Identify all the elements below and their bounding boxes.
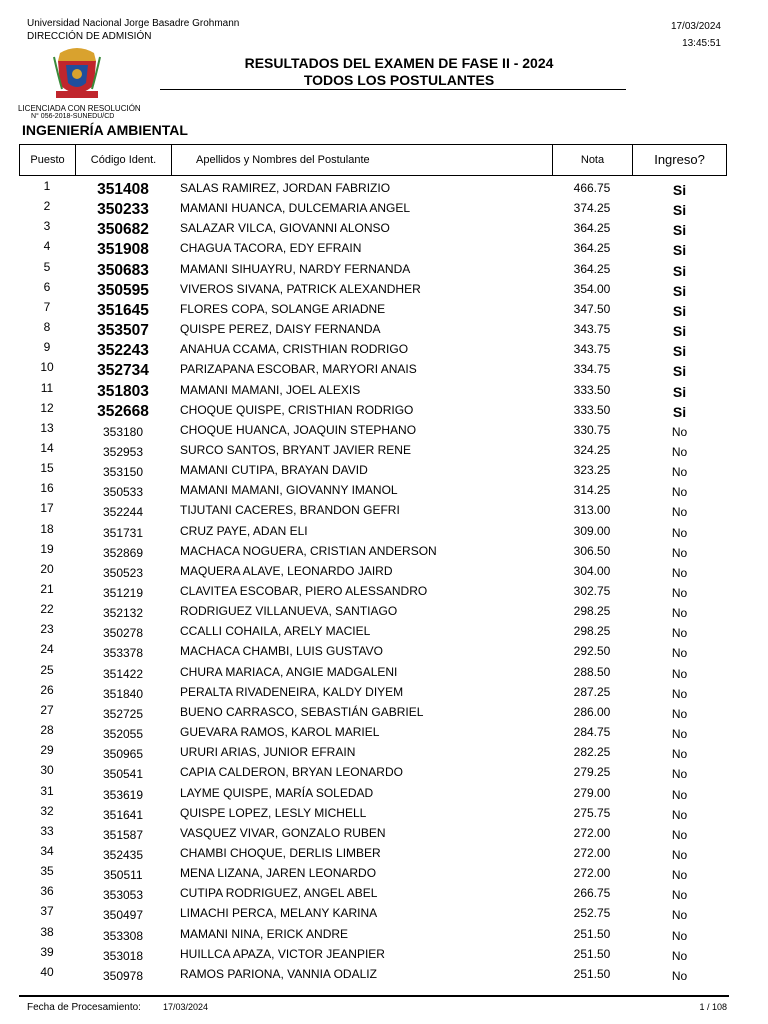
cell-rank: 14 xyxy=(40,440,54,455)
cell-score: 275.75 xyxy=(573,805,611,820)
table-row xyxy=(0,742,768,762)
table-row xyxy=(0,863,768,883)
table-row xyxy=(0,299,768,319)
cell-name: RODRIGUEZ VILLANUEVA, SANTIAGO xyxy=(180,604,398,619)
cell-code: 351645 xyxy=(97,301,149,319)
cell-code: 351840 xyxy=(102,686,144,701)
cell-name: BUENO CARRASCO, SEBASTIÁN GABRIEL xyxy=(180,704,424,719)
table-row xyxy=(0,783,768,803)
table-row xyxy=(0,178,768,198)
cell-code: 353150 xyxy=(102,465,144,480)
cell-rank: 24 xyxy=(40,642,54,657)
cell-score: 364.25 xyxy=(573,221,611,236)
table-row xyxy=(0,924,768,944)
table-row xyxy=(0,420,768,440)
cell-rank: 27 xyxy=(40,702,54,717)
cell-admitted: No xyxy=(671,767,688,782)
cell-admitted: No xyxy=(671,928,688,943)
cell-admitted: Si xyxy=(672,302,687,319)
cell-name: LIMACHI PERCA, MELANY KARINA xyxy=(180,906,378,921)
cell-rank: 32 xyxy=(40,803,54,818)
cell-score: 347.50 xyxy=(573,301,611,316)
department-name: DIRECCIÓN DE ADMISIÓN xyxy=(27,31,152,42)
cell-admitted: No xyxy=(671,747,688,762)
cell-score: 309.00 xyxy=(573,523,611,538)
license-resolution: N° 056-2018-SUNEDU/CD xyxy=(31,113,115,120)
table-row xyxy=(0,581,768,601)
table-row xyxy=(0,823,768,843)
cell-admitted: Si xyxy=(672,202,687,219)
cell-code: 352668 xyxy=(97,402,149,420)
cell-score: 287.25 xyxy=(573,684,611,699)
cell-score: 292.50 xyxy=(573,644,611,659)
cell-rank: 7 xyxy=(43,299,51,314)
table-row xyxy=(0,662,768,682)
cell-code: 352243 xyxy=(97,342,149,360)
cell-rank: 12 xyxy=(40,400,54,415)
cell-score: 364.25 xyxy=(573,241,611,256)
cell-score: 288.50 xyxy=(573,664,611,679)
cell-score: 266.75 xyxy=(573,886,611,901)
table-row xyxy=(0,722,768,742)
cell-name: QUISPE PEREZ, DAISY FERNANDA xyxy=(180,322,381,337)
cell-rank: 5 xyxy=(43,259,51,274)
cell-score: 251.50 xyxy=(573,926,611,941)
cell-code: 351422 xyxy=(102,666,144,681)
cell-name: MAMANI CUTIPA, BRAYAN DAVID xyxy=(180,463,368,478)
cell-rank: 40 xyxy=(40,964,54,979)
cell-rank: 19 xyxy=(40,541,54,556)
report-title: RESULTADOS DEL EXAMEN DE FASE II - 2024 xyxy=(244,55,554,71)
title-divider xyxy=(160,89,626,90)
cell-code: 353018 xyxy=(102,948,144,963)
table-row xyxy=(0,561,768,581)
cell-rank: 26 xyxy=(40,682,54,697)
cell-name: HUILLCA APAZA, VICTOR JEANPIER xyxy=(180,946,385,961)
cell-name: GUEVARA RAMOS, KAROL MARIEL xyxy=(180,725,380,740)
cell-score: 282.25 xyxy=(573,745,611,760)
cell-rank: 37 xyxy=(40,904,54,919)
cell-name: LAYME QUISPE, MARÍA SOLEDAD xyxy=(180,785,374,800)
cell-rank: 36 xyxy=(40,884,54,899)
table-row xyxy=(0,218,768,238)
university-name: Universidad Nacional Jorge Basadre Grohmann xyxy=(27,18,240,29)
cell-rank: 28 xyxy=(40,723,54,738)
cell-rank: 18 xyxy=(40,521,54,536)
cell-rank: 31 xyxy=(40,783,54,798)
cell-rank: 13 xyxy=(40,420,54,435)
cell-name: CLAVITEA ESCOBAR, PIERO ALESSANDRO xyxy=(180,584,428,598)
cell-code: 353507 xyxy=(97,322,149,340)
column-header-admitted: Ingreso? xyxy=(654,152,705,167)
table-row xyxy=(0,460,768,480)
cell-admitted: Si xyxy=(672,282,687,299)
cell-name: SURCO SANTOS, BRYANT JAVIER RENE xyxy=(180,442,411,457)
cell-code: 350965 xyxy=(102,747,144,762)
table-row xyxy=(0,319,768,339)
cell-code: 350278 xyxy=(102,626,144,641)
cell-admitted: No xyxy=(671,545,688,560)
table-row xyxy=(0,339,768,359)
cell-code: 351908 xyxy=(97,241,149,259)
cell-name: CHAGUA TACORA, EDY EFRAIN xyxy=(180,241,362,256)
cell-code: 350523 xyxy=(102,565,144,580)
cell-rank: 11 xyxy=(40,380,54,395)
table-row xyxy=(0,641,768,661)
career-name: INGENIERÍA AMBIENTAL xyxy=(22,122,188,138)
cell-name: SALAS RAMIREZ, JORDAN FABRIZIO xyxy=(180,181,391,195)
cell-name: CHOQUE HUANCA, JOAQUIN STEPHANO xyxy=(180,422,417,437)
cell-score: 466.75 xyxy=(573,181,611,195)
cell-admitted: No xyxy=(671,908,688,923)
cell-score: 333.50 xyxy=(573,402,611,417)
table-row xyxy=(0,944,768,964)
cell-score: 314.25 xyxy=(573,483,611,498)
cell-admitted: Si xyxy=(672,403,687,420)
cell-admitted: No xyxy=(671,666,688,681)
cell-admitted: Si xyxy=(672,222,687,239)
cell-name: CRUZ PAYE, ADAN ELI xyxy=(180,523,308,538)
table-row xyxy=(0,762,768,782)
cell-name: VIVEROS SIVANA, PATRICK ALEXANDHER xyxy=(180,281,421,296)
table-row xyxy=(0,440,768,460)
cell-rank: 10 xyxy=(40,360,54,375)
cell-admitted: Si xyxy=(672,242,687,259)
cell-rank: 33 xyxy=(40,823,54,838)
cell-score: 252.75 xyxy=(573,906,611,921)
footer-divider xyxy=(19,995,729,997)
cell-name: PARIZAPANA ESCOBAR, MARYORI ANAIS xyxy=(180,362,417,377)
column-header-rank: Puesto xyxy=(20,145,76,175)
cell-code: 350511 xyxy=(103,868,143,883)
cell-code: 351408 xyxy=(97,181,149,198)
cell-code: 352055 xyxy=(102,727,144,742)
table-row xyxy=(0,500,768,520)
cell-rank: 16 xyxy=(40,481,54,496)
cell-score: 284.75 xyxy=(573,725,611,740)
cell-code: 350541 xyxy=(102,767,144,782)
column-header-code: Código Ident. xyxy=(76,145,172,175)
table-row xyxy=(0,621,768,641)
cell-name: MAQUERA ALAVE, LEONARDO JAIRD xyxy=(180,563,393,578)
cell-code: 351641 xyxy=(102,807,144,822)
cell-score: 374.25 xyxy=(573,201,611,216)
cell-name: MAMANI MAMANI, JOEL ALEXIS xyxy=(180,382,361,397)
cell-score: 364.25 xyxy=(573,261,611,276)
report-subtitle: TODOS LOS POSTULANTES xyxy=(303,72,495,88)
cell-code: 352869 xyxy=(102,545,144,560)
table-row xyxy=(0,682,768,702)
cell-admitted: No xyxy=(671,485,688,500)
cell-name: CUTIPA RODRIGUEZ, ANGEL ABEL xyxy=(180,886,378,901)
cell-code: 350683 xyxy=(97,261,149,279)
table-row xyxy=(0,903,768,923)
table-row xyxy=(0,702,768,722)
cell-score: 304.00 xyxy=(573,563,611,578)
table-row xyxy=(0,400,768,420)
table-row xyxy=(0,238,768,258)
table-header xyxy=(19,144,727,176)
cell-code: 353180 xyxy=(102,424,144,439)
cell-name: CHOQUE QUISPE, CRISTHIAN RODRIGO xyxy=(180,402,414,417)
cell-score: 298.25 xyxy=(573,604,611,619)
cell-name: MACHACA NOGUERA, CRISTIAN ANDERSON xyxy=(180,543,437,558)
cell-admitted: No xyxy=(671,586,688,600)
cell-score: 272.00 xyxy=(573,866,611,881)
cell-score: 286.00 xyxy=(573,704,611,719)
cell-name: QUISPE LOPEZ, LESLY MICHELL xyxy=(180,805,367,820)
cell-code: 351587 xyxy=(102,827,144,842)
cell-rank: 38 xyxy=(40,924,54,939)
cell-admitted: Si xyxy=(672,343,687,360)
cell-admitted: No xyxy=(671,868,688,883)
university-crest-icon xyxy=(52,45,102,103)
cell-name: CHURA MARIACA, ANGIE MADGALENI xyxy=(180,664,398,679)
cell-score: 298.25 xyxy=(573,624,611,639)
table-row xyxy=(0,601,768,621)
cell-name: PERALTA RIVADENEIRA, KALDY DIYEM xyxy=(180,684,404,699)
cell-score: 272.00 xyxy=(573,825,611,840)
cell-code: 352132 xyxy=(102,606,144,621)
cell-score: 333.50 xyxy=(573,382,611,397)
cell-admitted: Si xyxy=(672,323,687,340)
cell-code: 353308 xyxy=(102,928,144,943)
cell-code: 351731 xyxy=(102,525,144,540)
cell-rank: 3 xyxy=(43,219,51,234)
cell-code: 351219 xyxy=(102,586,144,600)
table-row xyxy=(0,198,768,218)
cell-score: 302.75 xyxy=(573,584,611,598)
page-number: 1 / 108 xyxy=(699,1002,727,1012)
cell-admitted: No xyxy=(671,606,688,621)
cell-admitted: Si xyxy=(672,363,687,380)
table-row xyxy=(0,359,768,379)
cell-name: SALAZAR VILCA, GIOVANNI ALONSO xyxy=(180,221,390,236)
cell-admitted: No xyxy=(671,968,688,983)
cell-rank: 1 xyxy=(43,179,51,193)
cell-score: 324.25 xyxy=(573,442,611,457)
cell-code: 350233 xyxy=(97,201,149,219)
cell-admitted: No xyxy=(671,424,688,439)
cell-admitted: No xyxy=(671,727,688,742)
table-row xyxy=(0,521,768,541)
cell-score: 323.25 xyxy=(573,463,611,478)
cell-rank: 2 xyxy=(43,199,51,214)
cell-rank: 21 xyxy=(40,582,54,596)
column-header-name: Apellidos y Nombres del Postulante xyxy=(172,145,553,175)
cell-code: 350533 xyxy=(102,485,144,500)
cell-admitted: No xyxy=(671,948,688,963)
cell-name: VASQUEZ VIVAR, GONZALO RUBEN xyxy=(180,825,386,840)
cell-admitted: No xyxy=(671,565,688,580)
license-text: LICENCIADA CON RESOLUCIÓN xyxy=(18,104,141,113)
cell-code: 353619 xyxy=(102,787,144,802)
cell-score: 354.00 xyxy=(573,281,611,296)
cell-name: CAPIA CALDERON, BRYAN LEONARDO xyxy=(180,765,403,780)
cell-score: 251.50 xyxy=(573,946,611,961)
cell-code: 353378 xyxy=(102,646,144,661)
cell-rank: 29 xyxy=(40,743,54,758)
cell-score: 334.75 xyxy=(573,362,611,377)
cell-name: TIJUTANI CACERES, BRANDON GEFRI xyxy=(180,503,400,518)
cell-name: MACHACA CHAMBI, LUIS GUSTAVO xyxy=(180,644,383,659)
cell-name: MAMANI SIHUAYRU, NARDY FERNANDA xyxy=(180,261,411,276)
table-row xyxy=(0,541,768,561)
table-row xyxy=(0,380,768,400)
cell-rank: 34 xyxy=(40,843,54,858)
cell-rank: 39 xyxy=(40,944,54,959)
cell-name: CCALLI COHAILA, ARELY MACIEL xyxy=(180,624,371,639)
cell-score: 313.00 xyxy=(573,503,611,518)
table-row xyxy=(0,843,768,863)
cell-admitted: No xyxy=(671,686,688,701)
cell-admitted: No xyxy=(671,706,688,721)
cell-code: 351803 xyxy=(97,382,149,400)
cell-rank: 30 xyxy=(40,763,54,778)
cell-score: 279.00 xyxy=(573,785,611,800)
cell-score: 272.00 xyxy=(573,845,611,860)
cell-rank: 8 xyxy=(43,320,51,335)
cell-score: 306.50 xyxy=(573,543,611,558)
report-time: 13:45:51 xyxy=(682,38,721,49)
cell-rank: 23 xyxy=(40,622,54,637)
cell-rank: 20 xyxy=(40,561,54,576)
cell-admitted: No xyxy=(671,525,688,540)
cell-admitted: No xyxy=(671,465,688,480)
cell-rank: 9 xyxy=(43,340,51,355)
cell-rank: 25 xyxy=(40,662,54,677)
cell-name: FLORES COPA, SOLANGE ARIADNE xyxy=(180,301,386,316)
cell-name: RAMOS PARIONA, VANNIA ODALIZ xyxy=(180,966,377,981)
cell-name: MAMANI MAMANI, GIOVANNY IMANOL xyxy=(180,483,398,498)
cell-score: 343.75 xyxy=(573,322,611,337)
cell-code: 352953 xyxy=(102,444,144,459)
cell-admitted: No xyxy=(671,444,688,459)
cell-name: ANAHUA CCAMA, CRISTHIAN RODRIGO xyxy=(180,342,409,357)
table-row xyxy=(0,964,768,984)
table-row xyxy=(0,279,768,299)
cell-admitted: No xyxy=(671,626,688,641)
cell-code: 353053 xyxy=(102,888,144,903)
cell-admitted: Si xyxy=(672,262,687,279)
processing-date-label: Fecha de Procesamiento: xyxy=(27,1002,141,1013)
cell-name: URURI ARIAS, JUNIOR EFRAIN xyxy=(180,745,356,760)
table-row xyxy=(0,883,768,903)
cell-admitted: No xyxy=(671,505,688,520)
cell-admitted: No xyxy=(671,847,688,862)
cell-score: 343.75 xyxy=(573,342,611,357)
cell-code: 350978 xyxy=(102,968,144,983)
cell-score: 330.75 xyxy=(573,422,611,437)
cell-code: 352734 xyxy=(97,362,149,380)
cell-admitted: No xyxy=(671,787,688,802)
cell-name: MAMANI NINA, ERICK ANDRE xyxy=(180,926,349,941)
table-row xyxy=(0,803,768,823)
cell-rank: 4 xyxy=(43,239,51,254)
cell-name: MAMANI HUANCA, DULCEMARIA ANGEL xyxy=(180,201,411,216)
table-row xyxy=(0,259,768,279)
cell-score: 251.50 xyxy=(573,966,611,981)
report-date: 17/03/2024 xyxy=(670,21,721,32)
cell-rank: 35 xyxy=(40,864,54,879)
cell-admitted: No xyxy=(671,807,688,822)
cell-code: 352244 xyxy=(102,505,144,520)
cell-code: 352435 xyxy=(102,847,144,862)
cell-code: 350595 xyxy=(97,281,149,299)
processing-date: 17/03/2024 xyxy=(163,1002,209,1012)
cell-rank: 15 xyxy=(40,461,54,476)
cell-rank: 6 xyxy=(43,279,51,294)
cell-code: 352725 xyxy=(102,706,144,721)
cell-code: 350682 xyxy=(97,221,149,239)
cell-name: CHAMBI CHOQUE, DERLIS LIMBER xyxy=(180,845,381,860)
cell-admitted: No xyxy=(671,827,688,842)
cell-code: 350497 xyxy=(102,908,144,923)
cell-name: MENA LIZANA, JAREN LEONARDO xyxy=(180,866,377,881)
cell-rank: 17 xyxy=(40,501,54,516)
table-row xyxy=(0,480,768,500)
cell-admitted: No xyxy=(671,646,688,661)
cell-admitted: Si xyxy=(672,182,687,198)
column-header-score: Nota xyxy=(553,145,633,175)
cell-rank: 22 xyxy=(40,602,54,617)
cell-admitted: Si xyxy=(672,383,687,400)
cell-admitted: No xyxy=(671,888,688,903)
cell-score: 279.25 xyxy=(573,765,611,780)
